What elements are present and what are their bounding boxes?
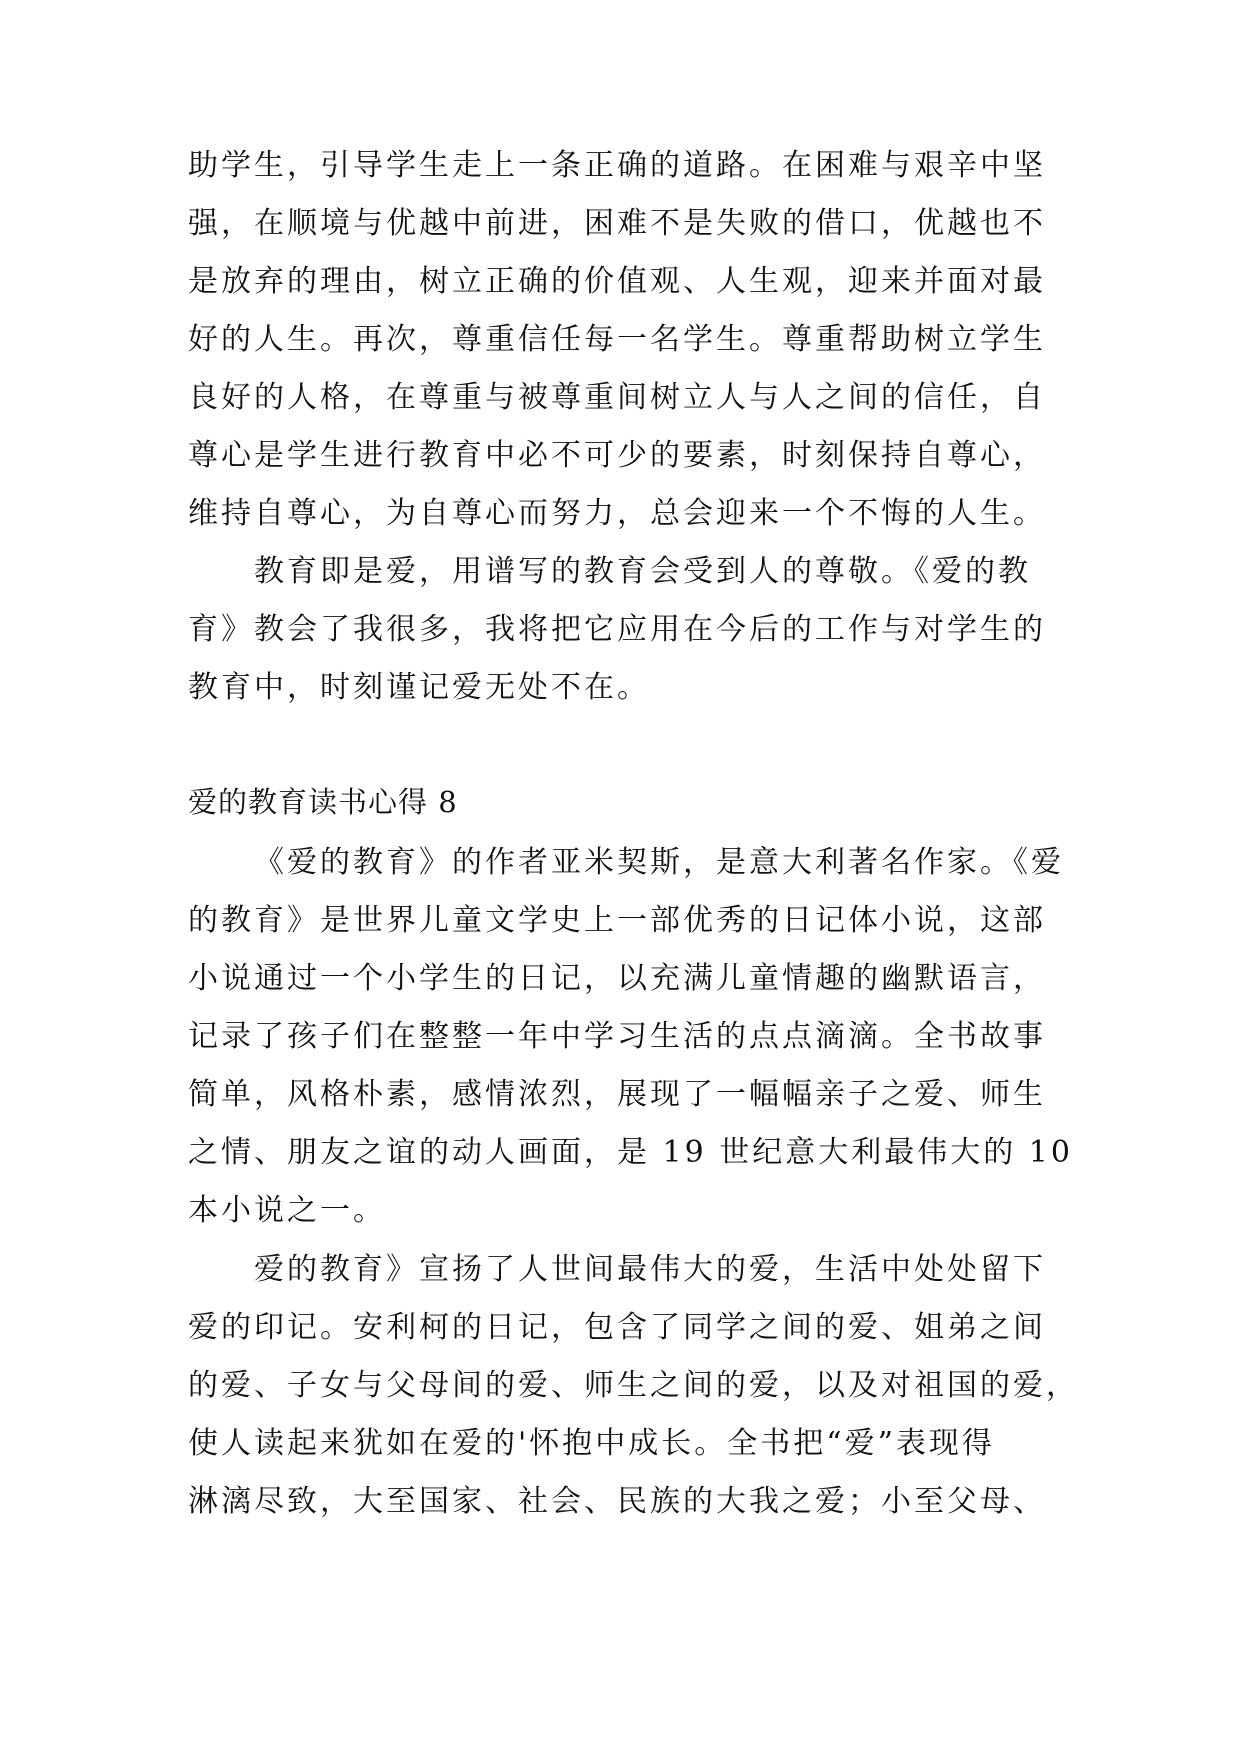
paragraph-continuation (188, 137, 1068, 543)
text-line: 助学生，引导学生走上一条正确的道路。在困难与艰辛中坚 (188, 148, 1046, 183)
paragraph-love-theme (188, 1241, 1079, 1531)
text-line: 爱的教育》宣扬了人世间最伟大的爱，生活中处处留下 (254, 1252, 1046, 1287)
text-line: 本小说之一。 (188, 1193, 386, 1228)
text-line: 之情、朋友之谊的动人画面，是 19 世纪意大利最伟大的 10 (188, 1135, 1073, 1170)
section-heading: 爱的教育读书心得 8 (188, 785, 458, 819)
text-line: 好的人生。再次，尊重信任每一名学生。尊重帮助树立学生 (188, 322, 1046, 357)
section-heading-block (188, 773, 1068, 831)
text-line: 的教育》是世界儿童文学史上一部优秀的日记体小说，这部 (188, 903, 1046, 938)
text-line: 使人读起来犹如在爱的'怀抱中成长。全书把“爱”表现得 (188, 1426, 995, 1461)
text-line: 强，在顺境与优越中前进，困难不是失败的借口，优越也不 (188, 206, 1046, 241)
text-line: 小说通过一个小学生的日记，以充满儿童情趣的幽默语言， (188, 961, 1046, 996)
text-line: 教育中，时刻谨记爱无处不在。 (188, 670, 650, 705)
text-line: 维持自尊心，为自尊心而努力，总会迎来一个不悔的人生。 (188, 496, 1046, 531)
text-line: 的爱、子女与父母间的爱、师生之间的爱，以及对祖国的爱， (188, 1368, 1079, 1403)
text-line: 淋漓尽致，大至国家、社会、民族的大我之爱；小至父母、 (188, 1484, 1046, 1519)
paragraph-intro (188, 834, 1073, 1240)
text-line: 育》教会了我很多，我将把它应用在今后的工作与对学生的 (188, 612, 1046, 647)
text-line: 尊心是学生进行教育中必不可少的要素，时刻保持自尊心， (188, 438, 1046, 473)
text-line: 简单，风格朴素，感情浓烈，展现了一幅幅亲子之爱、师生 (188, 1077, 1046, 1112)
text-line: 是放弃的理由，树立正确的价值观、人生观，迎来并面对最 (188, 264, 1046, 299)
text-line: 《爱的教育》的作者亚米契斯，是意大利著名作家。《爱 (254, 845, 1064, 880)
text-line: 记录了孩子们在整整一年中学习生活的点点滴滴。全书故事 (188, 1019, 1046, 1054)
text-line: 教育即是爱，用谱写的教育会受到人的尊敬。《爱的教 (254, 554, 1031, 589)
text-line: 良好的人格，在尊重与被尊重间树立人与人之间的信任，自 (188, 380, 1046, 415)
paragraph-conclusion (188, 543, 1068, 717)
text-line: 爱的印记。安利柯的日记，包含了同学之间的爱、姐弟之间 (188, 1310, 1046, 1345)
